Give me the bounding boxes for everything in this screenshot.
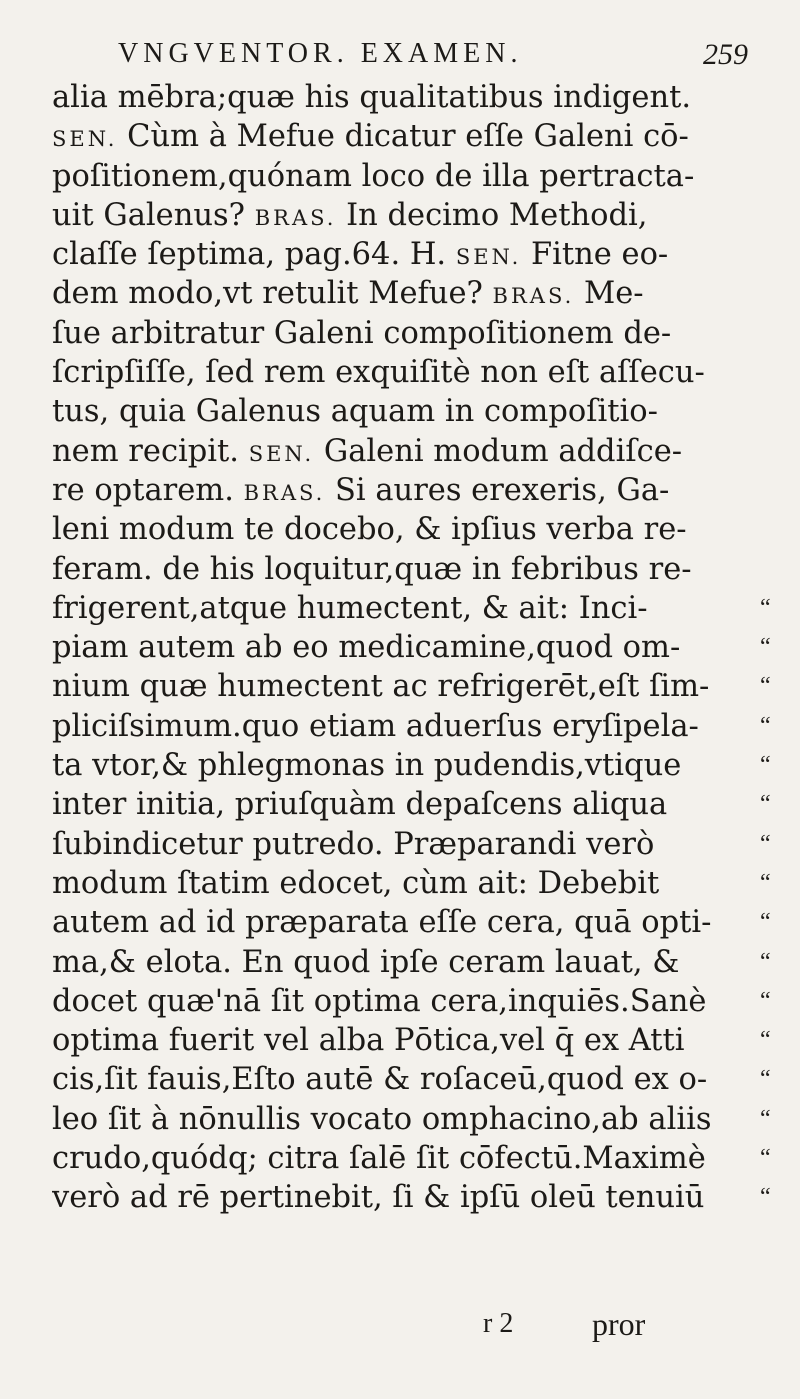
text-line: claſſe ſeptima, pag.64. H. SEN. Fitne eo- [52, 237, 669, 273]
quote-mark: “ [760, 1105, 771, 1132]
running-head [118, 38, 748, 82]
text-line: re optarem. BRAS. Si aures erexeris, Ga- [52, 472, 670, 508]
quotation-marks-column [760, 78, 796, 1218]
quote-mark [760, 78, 796, 117]
quote-mark: “ [760, 594, 771, 621]
text-line: nem recipit. SEN. Galeni modum addiſce- [52, 433, 683, 469]
quote-mark: “ [760, 948, 771, 975]
quote-mark: “ [760, 909, 771, 936]
quote-mark: “ [760, 634, 771, 661]
text-line: ma,& elota. En quod ipſe ceram lauat, & [52, 944, 680, 980]
speaker-name: BRAS. [243, 480, 326, 505]
quote-mark [760, 274, 796, 313]
text-line: tus, quia Galenus aquam in compoſitio- [52, 394, 658, 430]
text-line: docet quæ'nā ſit optima cera,inquiēs.Sanè [52, 983, 707, 1019]
quote-mark: “ [760, 1184, 771, 1211]
speaker-name: BRAS. [492, 284, 575, 309]
quote-mark [760, 392, 796, 431]
speaker-name: SEN. [248, 441, 315, 466]
text-line: cis,ſit fauis,Eſto autē & roſaceū,quod ex o- [52, 1062, 708, 1098]
signature-mark: r 2 [483, 1308, 514, 1339]
quote-mark: “ [760, 1027, 771, 1054]
text-line: modum ſtatim edocet, cùm ait: Debebit [52, 865, 660, 901]
page-number: 259 [703, 38, 748, 71]
quote-mark: “ [760, 869, 771, 896]
text-line: feram. de his loquitur,quæ in febribus re- [52, 551, 692, 587]
quote-mark [760, 432, 796, 471]
quote-mark: “ [760, 712, 771, 739]
speaker-name: SEN. [455, 245, 522, 270]
quote-mark: “ [760, 1145, 771, 1172]
text-line: nium quæ humectent ac refrigerēt,eſt ſim- [52, 669, 710, 705]
text-line: uit Galenus? BRAS. In decimo Methodi, [52, 197, 648, 233]
quote-mark: “ [760, 752, 771, 779]
body-text [52, 78, 757, 1218]
text-line: alia mēbra;quæ his qualitatibus indigent. [52, 80, 692, 115]
quote-mark: “ [760, 1066, 771, 1093]
text-line: crudo,quódq; citra ſalē ſit cōfectū.Maximè [52, 1141, 706, 1177]
quote-mark: “ [760, 830, 771, 857]
text-line: SEN. Cùm à Mefue dicatur eſſe Galeni cō- [52, 119, 689, 155]
text-line: leo ſit à nōnullis vocato omphacino,ab aliis [52, 1101, 712, 1137]
text-line: dem modo,vt retulit Mefue? BRAS. Me- [52, 276, 644, 312]
text-line: inter initia, priuſquàm depaſcens aliqua [52, 787, 668, 823]
text-line: optima fuerit vel alba Pōtica,vel q̄ ex Atti [52, 1023, 685, 1059]
catchword: pror [592, 1306, 646, 1342]
quote-mark [760, 353, 796, 392]
quote-mark: “ [760, 791, 771, 818]
text-line: ſubindicetur putredo. Præparandi verò [52, 826, 655, 862]
speaker-name: BRAS. [254, 205, 337, 230]
page-footer [0, 1308, 800, 1352]
quote-mark [760, 157, 796, 196]
quote-mark [760, 196, 796, 235]
text-line: leni modum te docebo, & ipſius verba re- [52, 512, 687, 548]
quote-mark [760, 117, 796, 156]
quote-mark [760, 550, 796, 589]
text-line: verò ad rē pertinebit, ſi & ipſū oleū tenuiū [52, 1180, 705, 1216]
quote-mark [760, 471, 796, 510]
text-line: ta vtor,& phlegmonas in pudendis,vtique [52, 748, 682, 784]
text-line: poſitionem,quónam loco de illa pertracta- [52, 158, 695, 194]
quote-mark [760, 235, 796, 274]
quote-mark: “ [760, 987, 771, 1014]
quote-mark [760, 314, 796, 353]
quote-mark [760, 510, 796, 549]
text-line: ſcripſiſſe, ſed rem exquiſitè non eſt aſſecu- [52, 355, 705, 391]
speaker-name: SEN. [52, 127, 118, 152]
text-line: piam autem ab eo medicamine,quod om- [52, 630, 681, 666]
text-line: autem ad id præparata eſſe cera, quā opti- [52, 905, 712, 941]
quote-mark: “ [760, 673, 771, 700]
text-line: ſue arbitratur Galeni compoſitionem de- [52, 315, 672, 351]
text-line: pliciſsimum.quo etiam aduerſus eryſipela- [52, 708, 699, 744]
running-title: VNGVENTOR. EXAMEN. [118, 38, 523, 69]
text-line: frigerent,atque humectent, & ait: Inci- [52, 590, 648, 626]
